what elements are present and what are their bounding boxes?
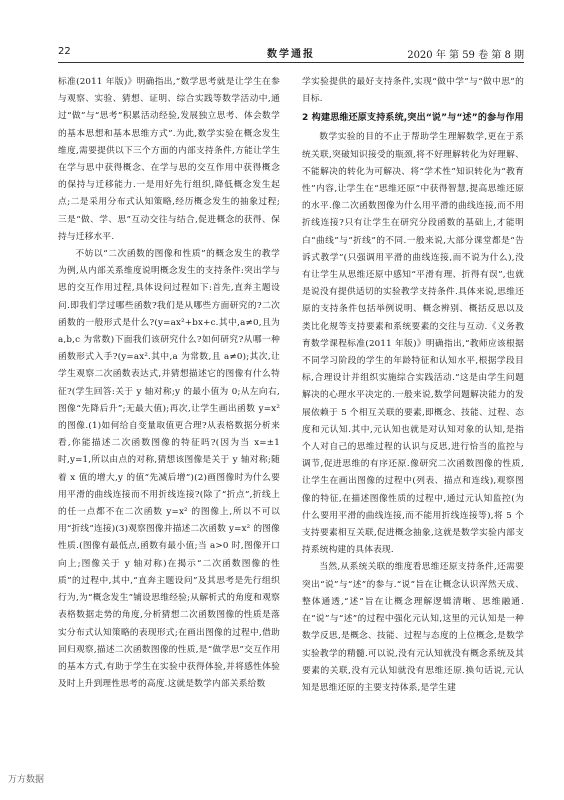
running-header	[58, 42, 524, 63]
right-column	[302, 74, 524, 697]
paragraph: 标准(2011 年版)》明确指出,“数学思考就是让学生在参与观察、实验、猜想、证明、综合实践等数学活动中,通过“做”与“思考”积累活动经验,发展独立思考、体会数学的基本思想和基本思维方式”.为此,数学实验在概念发生维度,需要提供以下三个方面的内部支持条件,方能让学生在学与思中获得概念、在学与思的交互作用中获得概念的保持与迁移能力.一是用好先行组织,降低概念发生起点;二是采用分布式认知策略,经历概念发生的抽象过程;三是“做、学、思”互动交往与结合,促进概念的获得、保持与迁移水平.	[58, 77, 280, 242]
section-heading: 2 构建思维还原支持系统,突出“说”与“述”的参与作用	[302, 113, 524, 124]
source-watermark: 万方数据	[8, 775, 45, 785]
left-column	[58, 74, 280, 693]
paragraph: 不妨以“二次函数的图像和性质”的概念发生的教学为例,从内部关系维度说明概念发生的支持条件:突出学与思的交互作用过程,具体设问过程如下:首先,直奔主题设问.即我们学过哪些函数?我们是从哪些方面研究的?二次函数的一般形式是什么?(y=ax²+bx+c.其中,a≠0,且为a,b,c 为常数)下面我们该研究什么?如何研究?从哪一种函数形式入手?(y=ax².其中,a 为常数,且 a≠0);其次,让学生观察二次函数表达式,并猜想描述它的图像有什么特征?(学生回答:关于 y 轴对称;y 的最小值为 0;从左向右,图像“先降后升”;无最大值);再次,让学生画出函数 y=x² 的图像.(1)如何给自变量取值更合理?从表格数据分析来看,你能描述二次函数图像的特征吗?(因为当 x=±1 时,y=1,所以由点的对称,猜想该图像是关于 y 轴对称;随着 x 值的增大,y 的值“先减后增”)(2)画图像时为什么要用平滑的曲线连接而不用折线连接?(除了“折点”,折线上的任一点都不在二次函数 y=x² 的图像上,所以不可以用“折线”连接)(3)观察图像并描述二次函数 y=x² 的图像性质.(图像有最低点,函数有最小值;当 a>0 时,图像开口向上;图像关于 y 轴对称)在揭示“二次函数图像的性质”的过程中,其中,“直奔主题设问”及其思考是先行组织行为,为“概念发生”铺设思维经验;从解析式的角度和观察表格数据走势的角度,分析猜想二次函数图像的性质是落实分布式认知策略的表现形式;在画出图像的过程中,借助回归观察,描述二次函数图像的性质,是“做学思”交互作用的基本方式,有助于学生在实验中获得体验,并将感性体验及时上升到理性思考的高度.这就是数学内部关系给数	[58, 249, 280, 690]
journal-title: 数学通报	[267, 49, 315, 60]
issue-info: 2020 年 第 59 卷 第 8 期	[407, 50, 524, 61]
paragraph: 数学实验的目的不止于帮助学生理解数学,更在于系统关联,突破知识接受的瓶颈,将不好理解转化为好理解、不能解决的转化为可解决、将“学术性”知识转化为“教育性”内容,让学生在“思维还原”中获得智慧,提高思维还原的水平.像二次函数图像为什么用平滑的曲线连接,而不用折线连接?只有让学生在研究分段函数的基础上,才能明白“曲线”与“折线”的不同.一般来说,大部分课堂都是“告诉式教学”(只强调用平滑的曲线连接,而不说为什么),没有让学生从思维还原中感知“平滑有理、折得有误”,也就是说没有提供适切的实验教学支持条件.具体来说,思维还原的支持条件包括举例说明、概念辨别、概括反思以及类比化规等支持要素和系统要素的交往与互动.《义务教育数学课程标准(2011 年版)》明确指出,“教师应该根据不同学习阶段的学生的年龄特征和认知水平,根据学段目标,合理设计并组织实施综合实践活动.”这是由学生问题解决的心理水平决定的.一般来说,数学问题解决能力的发展依赖于 5 个相互关联的要素,即概念、技能、过程、态度和元认知.其中,元认知也就是对认知对象的认知,是指个人对自己的思维过程的认识与反思,进行恰当的监控与调节,促进思维的有序还原.像研究二次函数图像的性质,让学生在画出图像的过程中(列表、描点和连线),观察图像的特征,在描述图像性质的过程中,通过元认知监控(为什么要用平滑的曲线连接,而不能用折线连接等),将 5 个支持要素相互关联,促进概念抽象,这就是数学实验内部支持系统构建的具体表现.	[302, 132, 524, 556]
paragraph: 当然,从系统关联的维度看思维还原支持条件,还需要突出“说”与“述”的参与.“说”旨在让概念认识浑然天成、整体通透,“述”旨在让概念理解逻辑清晰、思维融通.在“说”与“述”的过程中强化元认知,这里的元认知是一种数学反思,是概念、技能、过程与态度的上位概念,是数学实验教学的精髓.可以说,没有元认知就没有概念系统及其要素的关联,没有元认知就没有思维还原.换句话说,元认知是思维还原的主要支持体系,是学生建	[302, 562, 524, 693]
page-number: 22	[58, 46, 71, 57]
paragraph: 学实验提供的最好支持条件,实现“做中学”与“做中思”的目标.	[302, 77, 524, 105]
